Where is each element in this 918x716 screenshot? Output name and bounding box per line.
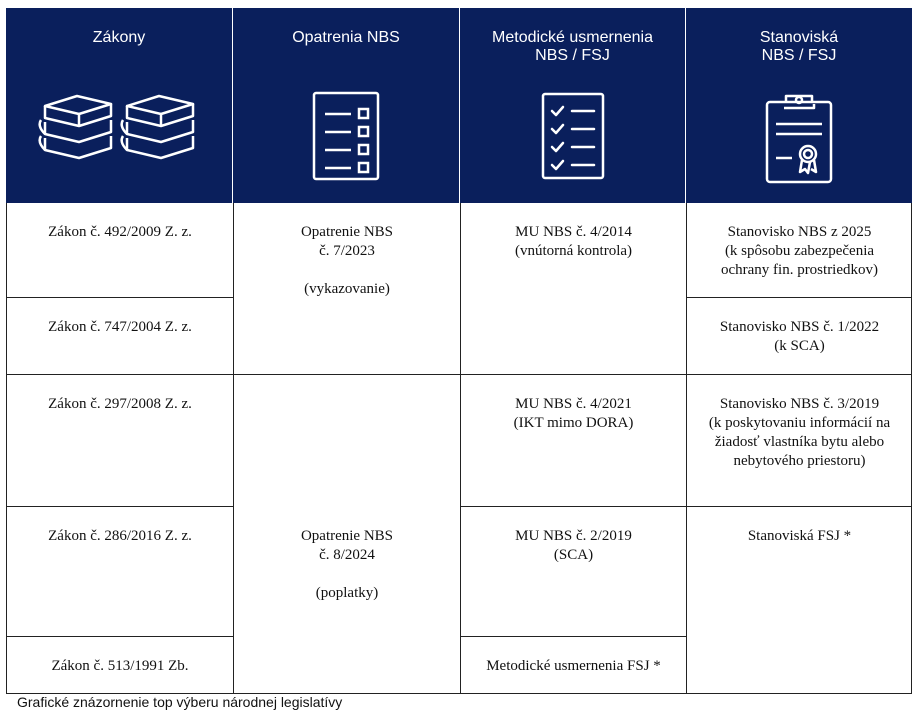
opatrenie-topic: (poplatky) [315,585,379,601]
header-title: Opatrenia NBS [292,29,400,46]
zakon-cell [6,507,233,637]
header-title-line1: Metodické usmernenia [492,29,653,46]
zakon-label: Zákon č. 513/1991 Zb. [51,658,189,674]
figure-caption: Grafické znázornenie top výberu národnej legislatívy [17,694,343,710]
stanovisko-topic-line: (k poskytovaniu informácií na [708,415,891,431]
zakon-label: Zákon č. 492/2009 Z. z. [48,224,192,240]
stanovisko-topic-line: žiadosť vlastníka bytu alebo [714,434,885,450]
opatrenie-number: č. 8/2024 [319,547,375,563]
usmernenie-label [465,223,682,261]
stanovisko-label [691,395,908,471]
stanovisko-name: Stanovisko NBS č. 3/2019 [719,396,880,412]
books-icon [37,92,201,162]
usmernenie-name: Metodické usmernenia FSJ * [486,658,661,674]
header-title-line2: NBS / FSJ [761,47,837,64]
opatrenie-cell [233,203,460,375]
table-right-border [911,203,912,694]
usmernenie-label [465,527,682,565]
opatrenie-label [238,223,456,299]
stanovisko-cell [686,298,912,375]
usmernenie-name: MU NBS č. 2/2019 [515,528,632,544]
certificate-clipboard-icon [764,92,834,184]
opatrenie-number: č. 7/2023 [319,243,375,259]
legislation-table [6,8,912,694]
opatrenie-name: Opatrenie NBS [300,224,394,240]
stanovisko-topic-line: nebytového priestoru) [733,453,866,469]
stanovisko-cell [686,203,912,298]
usmernenie-cell [460,507,686,637]
zakon-cell [6,203,233,298]
stanovisko-cell [686,507,912,694]
zakon-cell [6,375,233,507]
usmernenie-label [465,395,682,433]
zakon-cell [6,637,233,694]
usmernenie-name: MU NBS č. 4/2014 [515,224,632,240]
zakon-cell [6,298,233,375]
opatrenie-name: Opatrenie NBS [300,528,394,544]
usmernenie-topic: (SCA) [553,547,594,563]
zakon-label: Zákon č. 297/2008 Z. z. [48,396,192,412]
header-title [460,29,685,65]
usmernenie-topic: (IKT mimo DORA) [513,415,634,431]
stanovisko-label [691,223,908,280]
stanovisko-name: Stanovisko NBS č. 1/2022 [719,319,880,335]
usmernenie-topic: (vnútorná kontrola) [514,243,633,259]
stanovisko-topic-line: (k spôsobu zabezpečenia [724,243,875,259]
usmernenie-cell [460,375,686,507]
usmernenie-cell [460,203,686,375]
header-opatrenia [233,8,459,203]
opatrenie-topic: (vykazovanie) [304,281,390,297]
usmernenie-name: MU NBS č. 4/2021 [515,396,632,412]
stanovisko-name: Stanoviská FSJ * [747,528,852,544]
checklist-boxes-icon [311,90,381,182]
stanovisko-name: Stanovisko NBS z 2025 [727,224,872,240]
header-title [686,29,912,65]
header-title-line2: NBS / FSJ [535,47,610,64]
checklist-ticks-icon [540,91,606,181]
opatrenie-cell [233,375,460,694]
usmernenie-cell [460,637,686,694]
opatrenie-label [238,527,456,603]
zakon-label: Zákon č. 286/2016 Z. z. [48,528,192,544]
stanovisko-cell [686,375,912,507]
header-usmernenia [460,8,685,203]
header-title-line1: Stanoviská [759,29,839,46]
stanovisko-topic-line: (k SCA) [774,338,825,354]
header-zakony [6,8,232,203]
stanovisko-topic-line: ochrany fin. prostriedkov) [720,262,879,278]
header-stanoviska [686,8,912,203]
header-title: Zákony [92,29,146,46]
zakon-label: Zákon č. 747/2004 Z. z. [48,319,192,335]
stanovisko-label [691,318,908,356]
